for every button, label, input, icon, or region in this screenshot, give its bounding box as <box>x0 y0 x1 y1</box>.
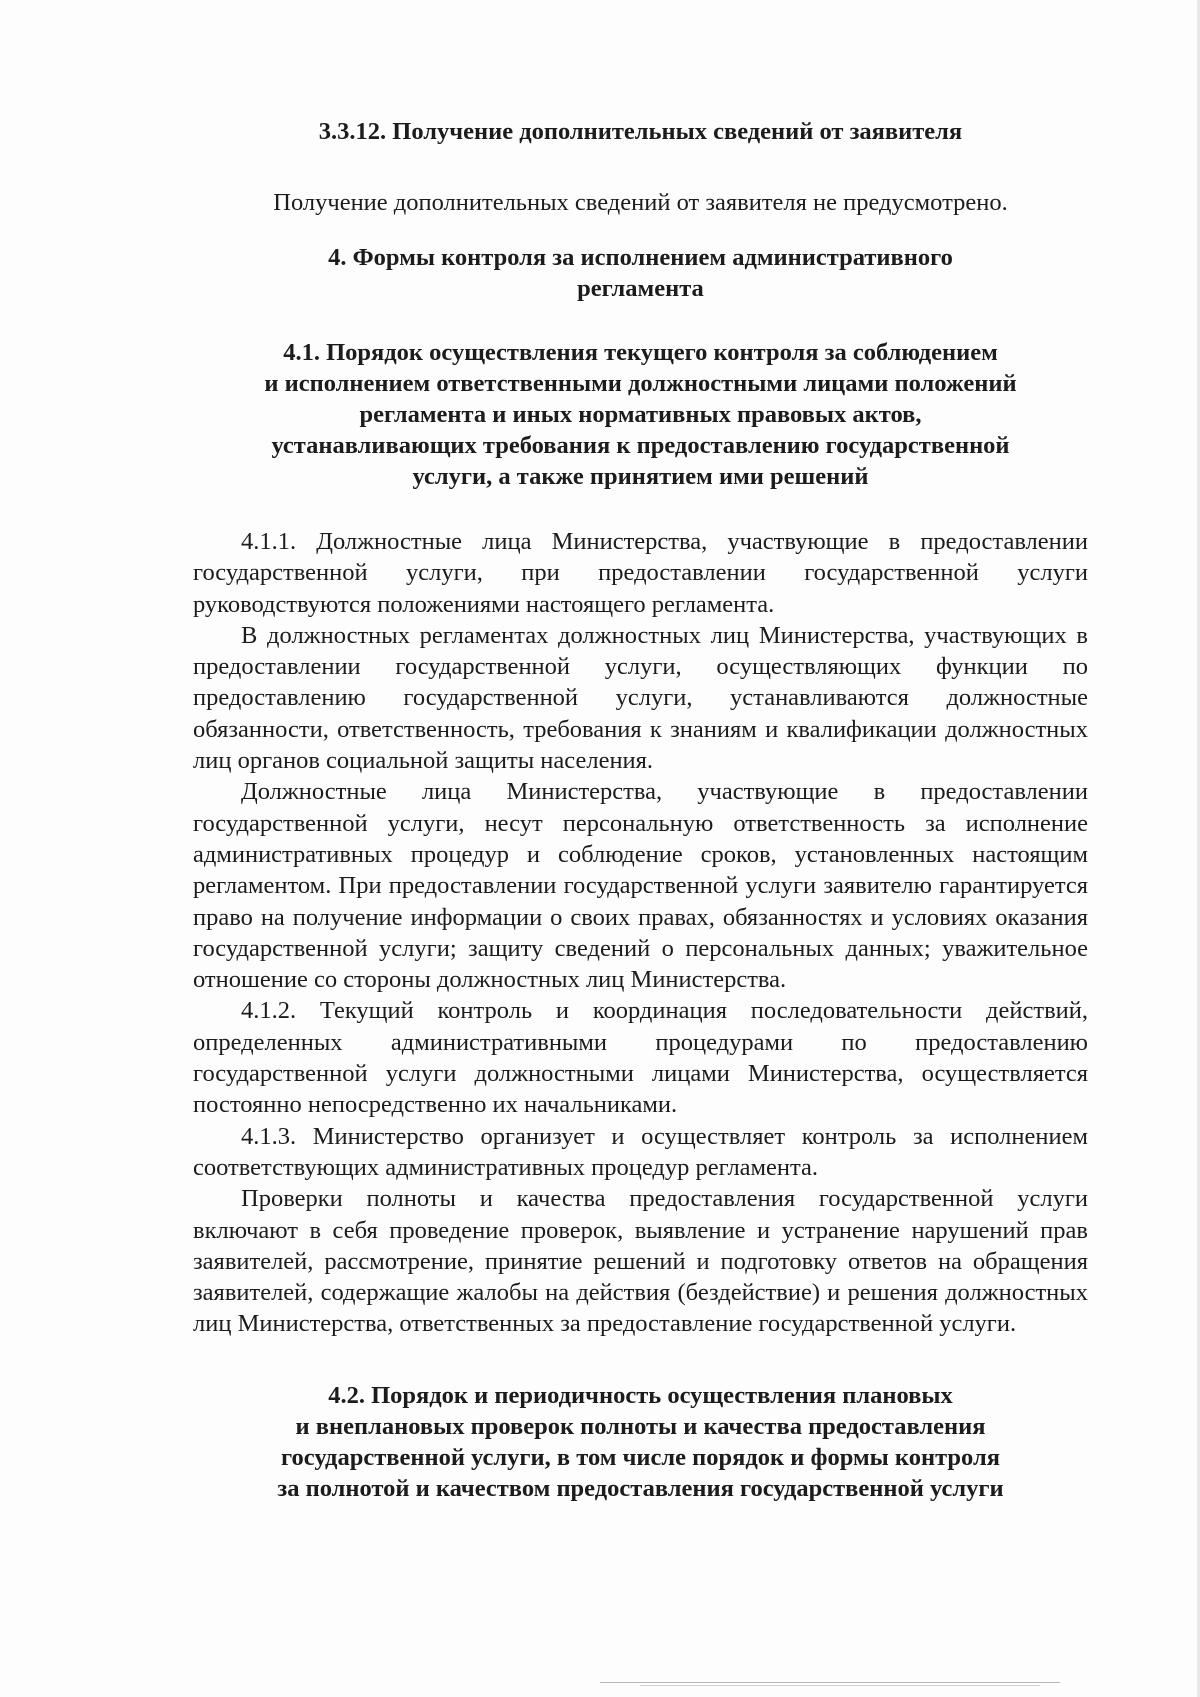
paragraph-job-regulations: В должностных регламентах должностных лиц Министерства, участвующих в предоставлении государственной услуги, осуществляющих функции по предоставлению государственной услуги, устанавливаются должностные обязанности, ответственность, требования к знаниям и квалификации должностных лиц органов социальной защиты населения. <box>193 621 1088 775</box>
heading-4 <box>193 242 1088 304</box>
heading-line: регламента и иных нормативных правовых актов, <box>359 401 922 428</box>
paragraph-4-1-1: 4.1.1. Должностные лица Министерства, участвующие в предоставлении государственной услуги, при предоставлении государственной услуги руководствуются положениями настоящего регламента. <box>193 528 1088 618</box>
heading-line: услуги, а также принятием ими решений <box>412 463 869 490</box>
heading-line: устанавливающих требования к предоставлению государственной <box>271 432 1010 459</box>
heading-4-2 <box>193 1380 1088 1504</box>
heading-line: регламента <box>577 275 704 302</box>
scan-artifact-line <box>600 1682 1060 1683</box>
heading-line: 4. Формы контроля за исполнением административного <box>328 244 953 271</box>
heading-line: и внеплановых проверок полноты и качества предоставления <box>295 1412 986 1440</box>
paragraph-4-1-2: 4.1.2. Текущий контроль и координация последовательности действий, определенных административными процедурами по предоставлению государственной услуги должностными лицами Министерства, осуществляется постоянно непосредственно их начальниками. <box>193 997 1088 1119</box>
paragraph-4-1-3: 4.1.3. Министерство организует и осуществляет контроль за исполнением соответствующих административных процедур регламента. <box>193 1122 1088 1181</box>
heading-line: и исполнением ответственными должностными лицами положений <box>264 370 1017 397</box>
heading-line: государственной услуги, в том числе порядок и формы контроля <box>281 1443 1000 1471</box>
paragraph-personal-responsibility: Должностные лица Министерства, участвующие в предоставлении государственной услуги, несут персональную ответственность за исполнение административных процедур и соблюдение сроков, установленных настоящим регламентом. При предоставлении государственной услуги заявителю гарантируется право на получение информации о своих правах, обязанностях и условиях оказания государственной услуги; защиту сведений о персональных данных; уважительное отношение со стороны должностных лиц Министерства. <box>193 778 1088 994</box>
paragraph-inspections: Проверки полноты и качества предоставления государственной услуги включают в себя проведение проверок, выявление и устранение нарушений прав заявителей, рассмотрение, принятие решений и подготовку ответов на обращения заявителей, содержащие жалобы на действия (бездействие) и решения должностных лиц Министерства, ответственных за предоставление государственной услуги. <box>193 1185 1088 1338</box>
heading-3-3-12: 3.3.12. Получение дополнительных сведений от заявителя <box>318 118 963 145</box>
heading-line: за полнотой и качеством предоставления государственной услуги <box>277 1474 1004 1502</box>
scan-artifact-line <box>640 1685 1040 1686</box>
paragraph-no-additional-info: Получение дополнительных сведений от заявителя не предусмотрено. <box>273 189 1008 216</box>
heading-line: 4.1. Порядок осуществления текущего контроля за соблюдением <box>283 339 998 366</box>
heading-4-1 <box>193 337 1088 492</box>
heading-line: 4.2. Порядок и периодичность осуществления плановых <box>328 1381 953 1409</box>
document-body <box>193 108 1088 1504</box>
